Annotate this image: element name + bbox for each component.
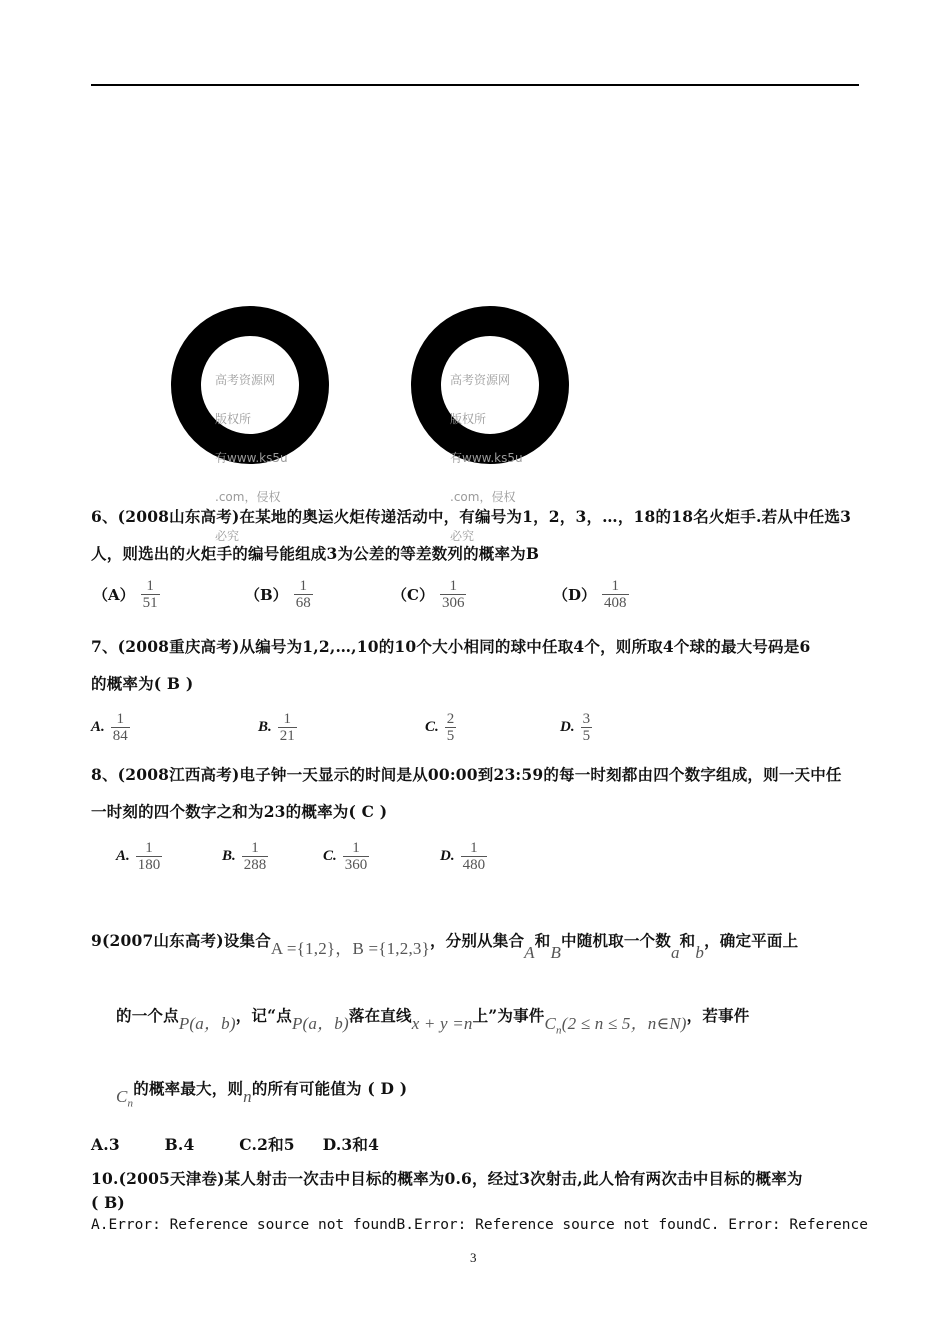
q7-option-d: D. $\frac{3}{5}$	[560, 711, 591, 744]
watermark-right: 高考资源网 版权所 有www.ks5u .com，侵权 必究	[450, 373, 523, 543]
q6-line2: 人，则选出的火炬手的编号能组成3为公差的等差数列的概率为B	[91, 544, 540, 563]
fraction: $\frac{3}{5}$	[582, 711, 591, 744]
math-condition: (2 ≤ n ≤ 5，n∈N)	[561, 1014, 687, 1033]
math-set-b: B	[550, 943, 562, 962]
q6-line1: 6、(2008山东高考)在某地的奥运火炬传递活动中，有编号为1，2，3，…，18的18名火炬手.若从中任选3	[91, 507, 852, 526]
page-number: 3	[470, 1250, 477, 1265]
math-var-b: b	[695, 943, 705, 962]
fraction: $\frac{1}{480}$	[462, 840, 486, 873]
fraction: $\frac{1}{68}$	[295, 578, 311, 611]
fraction: $\frac{2}{5}$	[446, 711, 455, 744]
math-event-c: $C_n$	[544, 1014, 562, 1037]
q8-option-b: B. $\frac{1}{288}$	[222, 840, 267, 873]
q7-option-a: A. $\frac{1}{84}$	[91, 711, 128, 744]
q6-option-c: （C） $\frac{1}{306}$	[392, 578, 465, 611]
q8-line1: 8、(2008江西高考)电子钟一天显示的时间是从00:00到23:59的每一时刻都由四个数字组成，则一天中任	[91, 765, 842, 784]
q7-option-b: B. $\frac{1}{21}$	[258, 711, 295, 744]
q7-line1: 7、(2008重庆高考)从编号为1,2,…,10的10个大小相同的球中任取4个，则所取4个球的最大号码是6	[91, 637, 811, 656]
q8-option-c: C. $\frac{1}{360}$	[323, 840, 368, 873]
fraction: $\frac{1}{21}$	[279, 711, 295, 744]
math-point-p1: P(a，b)	[178, 1014, 236, 1033]
math-var-a: a	[670, 943, 680, 962]
fraction: $\frac{1}{360}$	[344, 840, 368, 873]
math-sets: A ={1,2}，B ={1,2,3}	[270, 939, 430, 958]
q9-line1: 9(2007山东高考)设集合A ={1,2}，B ={1,2,3}，分别从集合A和B中随机取一个数a和b，确定平面上	[91, 931, 799, 962]
q10-line2: ( B)	[91, 1193, 125, 1212]
q8-option-d: D. $\frac{1}{480}$	[440, 840, 486, 873]
q8-option-a: A. $\frac{1}{180}$	[116, 840, 161, 873]
fraction: $\frac{1}{84}$	[112, 711, 128, 744]
q9-line3: $C_n$的概率最大，则n的所有可能值为 ( D )	[116, 1079, 408, 1110]
q7-option-c: C. $\frac{2}{5}$	[425, 711, 455, 744]
watermark-left: 高考资源网 版权所 有www.ks5u .com，侵权 必究	[215, 373, 288, 543]
q9-line2: 的一个点P(a，b)，记“点P(a，b)落在直线x + y =n上”为事件$C_n(2 \le n \le 5$，n∈N)，若事件	[116, 1006, 750, 1037]
math-event-c2: $C_n$	[116, 1087, 134, 1110]
q8-line2: 一时刻的四个数字之和为23的概率为( C )	[91, 802, 388, 821]
math-var-n: n	[243, 1087, 252, 1106]
math-set-a: A	[524, 943, 535, 962]
fraction: $\frac{1}{288}$	[243, 840, 267, 873]
q7-line2: 的概率为( B )	[91, 674, 194, 693]
q9-options: A.3 B.4 C.2和5 D.3和4	[91, 1135, 380, 1154]
fraction: $\frac{1}{408}$	[604, 578, 627, 611]
q6-option-b: （B） $\frac{1}{68}$	[245, 578, 311, 611]
q10-line3: A.Error: Reference source not foundB.Error: Reference source not foundC. Error: Reference	[91, 1217, 868, 1233]
fraction: $\frac{1}{180}$	[137, 840, 161, 873]
header-rule	[91, 84, 859, 86]
math-point-p2: P(a，b)	[291, 1014, 349, 1033]
fraction: $\frac{1}{306}$	[441, 578, 465, 611]
q6-option-a: （A） $\frac{1}{51}$	[93, 578, 158, 611]
q10-line1: 10.(2005天津卷)某人射击一次击中目标的概率为0.6，经过3次射击,此人恰有两次击中目标的概率为	[91, 1169, 803, 1188]
q6-option-d: （D） $\frac{1}{408}$	[553, 578, 627, 611]
fraction: $\frac{1}{51}$	[142, 578, 158, 611]
math-line-eq: x + y =n	[411, 1014, 473, 1033]
